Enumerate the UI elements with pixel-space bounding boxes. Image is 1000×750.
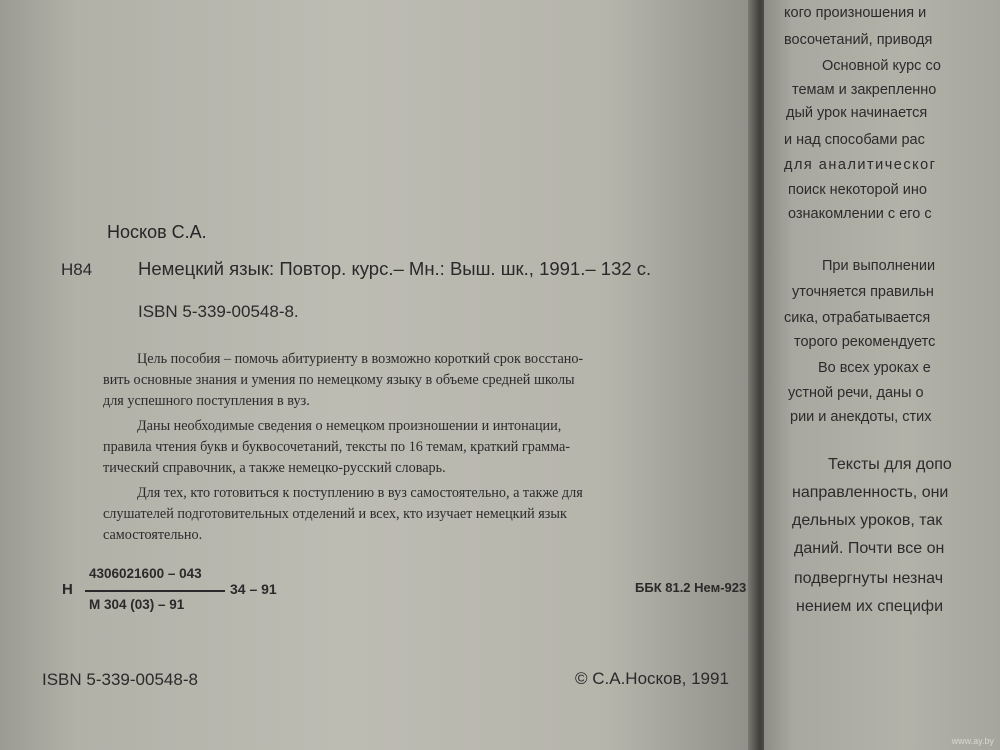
- annotation-line: слушателей подготовительных отделений и всех, кто изучает немецкий язык: [103, 506, 567, 522]
- classification-code: Н84: [61, 260, 93, 279]
- formula-letter: Н: [62, 581, 73, 598]
- right-page-line: поиск некоторой ино: [788, 182, 927, 198]
- right-page-line: восочетаний, приводя: [784, 32, 933, 48]
- annotation-paragraph: [103, 416, 763, 479]
- right-page-line: сика, отрабатывается: [784, 310, 931, 326]
- formula-denominator: М 304 (03) – 91: [89, 597, 185, 612]
- right-page-line: уточняется правильн: [792, 284, 934, 300]
- right-page-line: и над способами рас: [784, 132, 925, 148]
- annotation-line: Для тех, кто готовиться к поступлению в вуз самостоятельно, а также для: [137, 485, 583, 501]
- formula-fraction-line: [85, 590, 225, 592]
- right-page-line: торого рекомендуетс: [794, 334, 936, 350]
- annotation-paragraph: [103, 483, 763, 546]
- annotation-line: вить основные знания и умения по немецкому языку в объеме средней школы: [103, 372, 575, 388]
- annotation-line: самостоятельно.: [103, 527, 203, 543]
- right-page: [764, 0, 1000, 750]
- author-name: Носков С.А.: [107, 222, 207, 242]
- right-page-line: нением их специфи: [796, 598, 943, 615]
- annotation: [103, 349, 763, 550]
- right-page-line: рии и анекдоты, стих: [790, 409, 932, 425]
- annotation-line: Цель пособия – помочь абитуриенту в возможно короткий срок восстано-: [137, 351, 584, 367]
- annotation-line: правила чтения букв и буквосочетаний, тексты по 16 темам, краткий грамма-: [103, 439, 571, 455]
- copyright: © С.А.Носков, 1991: [575, 669, 729, 688]
- right-page-line: подвергнуты незнач: [794, 570, 944, 587]
- right-page-line: дельных уроков, так: [792, 512, 943, 529]
- annotation-line: тический справочник, а также немецко-русский словарь.: [103, 460, 446, 476]
- right-page-line: Основной курс со: [822, 58, 941, 74]
- right-page-line: для аналитическог: [784, 157, 937, 173]
- right-page-line: Тексты для допо: [828, 456, 952, 473]
- right-page-line: ознакомлении с его с: [788, 206, 932, 222]
- right-page-line: При выполнении: [822, 258, 936, 274]
- right-page-line: дый урок начинается: [786, 105, 928, 121]
- right-page-line: темам и закрепленно: [792, 82, 937, 98]
- annotation-paragraph: [103, 349, 763, 412]
- annotation-line: Даны необходимые сведения о немецком произношении и интонации,: [137, 418, 562, 434]
- formula-numerator: 4306021600 – 043: [89, 566, 202, 581]
- bbk-code: ББК 81.2 Нем-923: [635, 580, 747, 595]
- isbn-top: ISBN 5-339-00548-8.: [138, 302, 299, 321]
- isbn-bottom: ISBN 5-339-00548-8: [42, 670, 198, 689]
- formula-suffix: 34 – 91: [230, 581, 277, 597]
- annotation-line: для успешного поступления в вуз.: [103, 393, 310, 409]
- right-page-line: кого произношения и: [784, 5, 927, 21]
- right-page-line: Во всех уроках е: [818, 360, 931, 376]
- watermark: www.ay.by: [951, 736, 994, 746]
- right-page-line: даний. Почти все он: [794, 540, 945, 557]
- catalog-entry: Немецкий язык: Повтор. курс.– Мн.: Выш. шк., 1991.– 132 с.: [138, 258, 652, 279]
- right-page-line: устной речи, даны о: [788, 385, 924, 401]
- right-page-line: направленность, они: [792, 484, 949, 501]
